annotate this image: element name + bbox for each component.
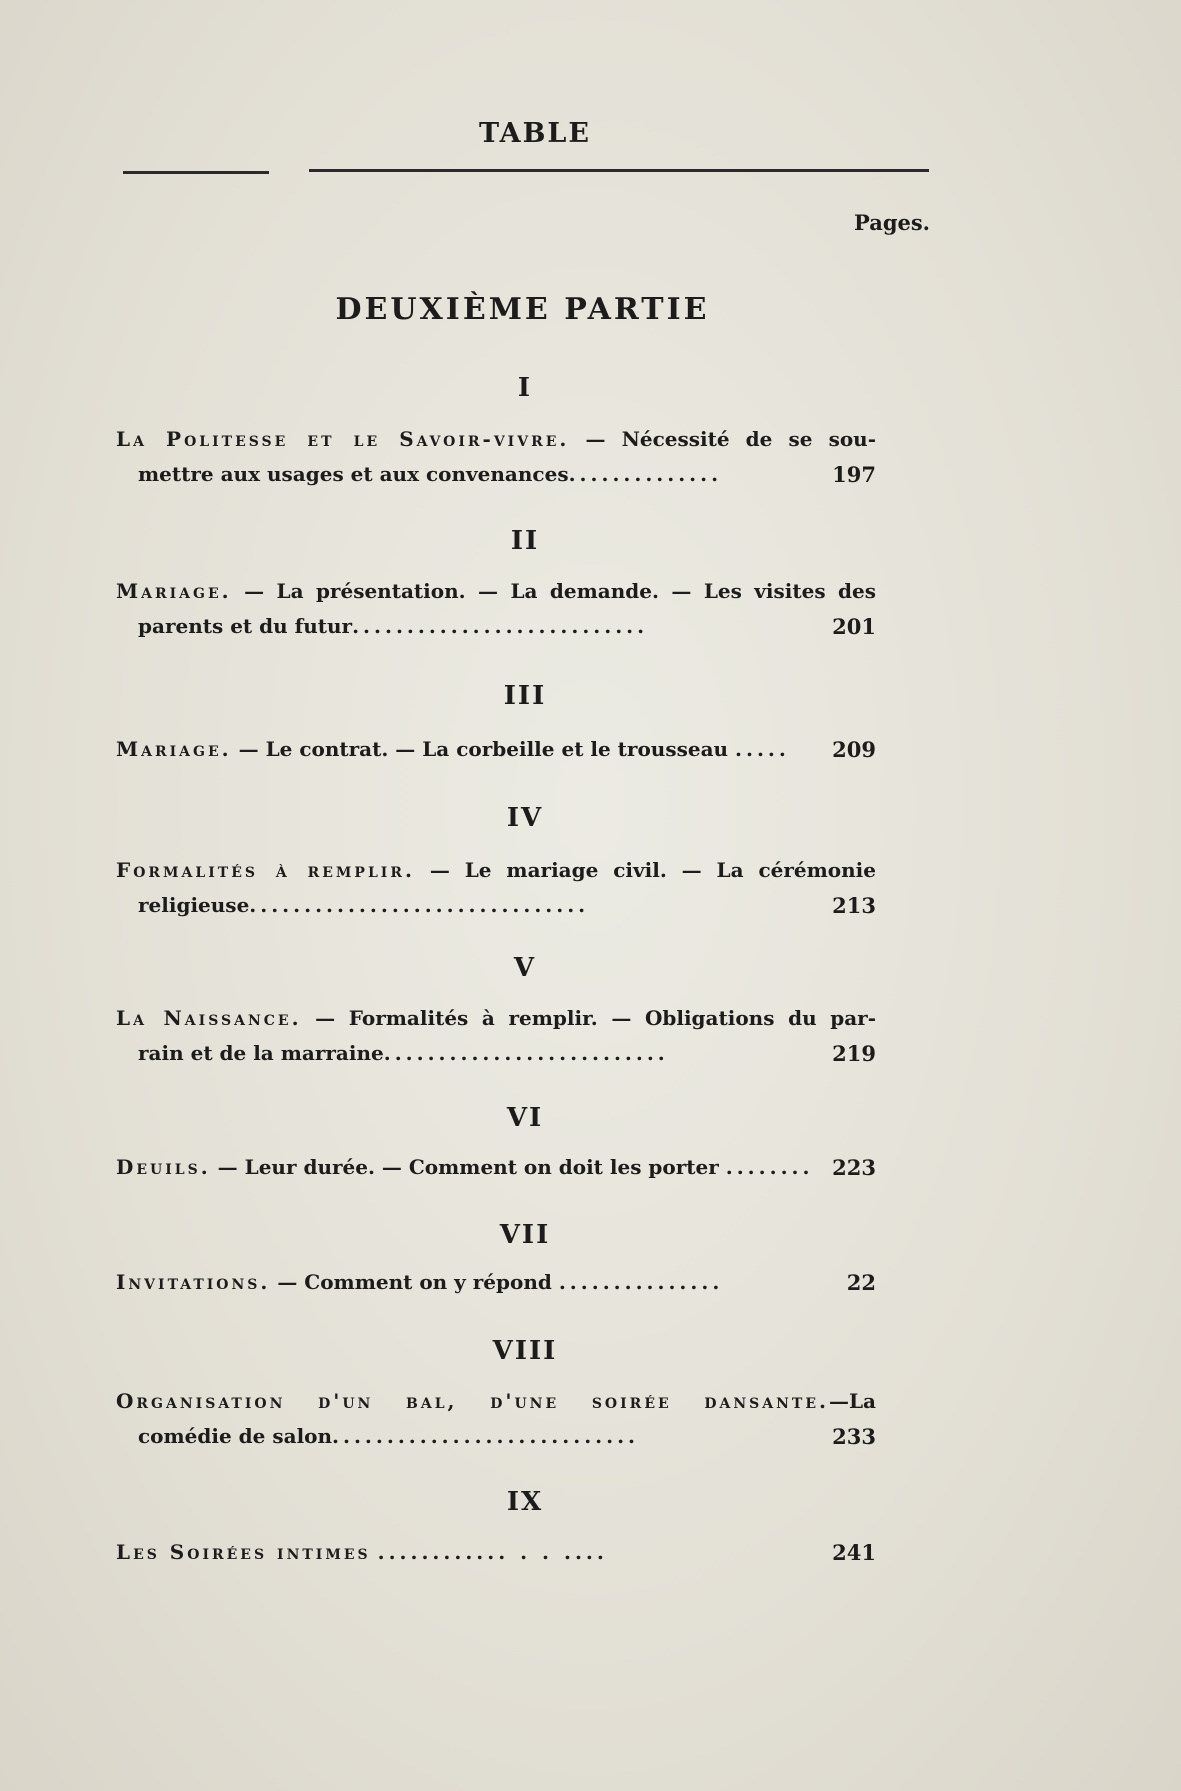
entry-line-2 [116, 888, 876, 923]
page-number: 22 [846, 1270, 876, 1295]
entry-text: — Le contrat. — La corbeille et le trousseau [231, 737, 729, 761]
entry-line-1 [116, 1265, 876, 1300]
entry-text: mettre aux usages et aux convenances [138, 462, 569, 486]
entry-heading: Mariage. [116, 579, 232, 603]
page-number: 219 [832, 1041, 876, 1066]
page-number: 223 [832, 1155, 876, 1180]
page-number: 213 [832, 893, 876, 918]
toc-entry [116, 1150, 876, 1185]
page-title: TABLE [479, 118, 591, 149]
entry-line-1 [116, 1535, 876, 1570]
toc-entry [116, 853, 876, 923]
entry-line-1 [116, 1384, 876, 1419]
chapter-number: III [503, 681, 547, 711]
page-number: 233 [832, 1424, 876, 1449]
leader-dots: ........................... [352, 614, 649, 638]
entry-heading: La Naissance. [116, 1006, 302, 1030]
chapter-number: IX [506, 1487, 544, 1517]
entry-text: parents et du futur [138, 614, 353, 638]
entry-line-1 [116, 1150, 876, 1185]
toc-entry [116, 422, 876, 492]
header-rule-long [309, 169, 929, 172]
entry-heading: Organisation d'un bal, d'une soirée dansante. [116, 1389, 829, 1413]
entry-text: — Formalités à remplir. — Obligations du par- [301, 1006, 876, 1030]
leader-dots: .......................... [383, 1041, 669, 1065]
entry-line-1 [116, 422, 876, 457]
toc-entry [116, 1001, 876, 1071]
page-number: 201 [832, 614, 876, 639]
entry-line-2 [116, 1419, 876, 1454]
entry-line-2 [116, 609, 876, 644]
page-number: 241 [832, 1540, 876, 1565]
entry-line-1 [116, 853, 876, 888]
pages-column-label: Pages. [853, 210, 930, 235]
leader-dots: ............... [558, 1270, 724, 1294]
chapter-number: VI [506, 1103, 544, 1133]
entry-text: — Nécessité de se sou- [569, 427, 876, 451]
entry-text: religieuse [138, 893, 250, 917]
leader-dots: ............................... [249, 893, 590, 917]
entry-text: rain et de la marraine [138, 1041, 384, 1065]
entry-heading: Invitations. [116, 1270, 271, 1294]
toc-entry [116, 732, 876, 767]
leader-dots: ............................ [332, 1424, 640, 1448]
chapter-number: VII [499, 1220, 551, 1250]
toc-entry [116, 1535, 876, 1570]
page-number: 197 [832, 462, 876, 487]
entry-line-1 [116, 574, 876, 609]
leader-dots: ..... [735, 737, 790, 761]
entry-line-2 [116, 457, 876, 492]
page-number: 209 [832, 737, 876, 762]
part-title: DEUXIÈME PARTIE [335, 292, 710, 327]
toc-entry [116, 1384, 876, 1454]
chapter-number: II [510, 526, 540, 556]
entry-heading: La Politesse et le Savoir-vivre. [116, 427, 570, 451]
leader-dots: .............. [568, 462, 723, 486]
entry-text: comédie de salon [138, 1424, 333, 1448]
entry-heading: Formalités à remplir. [116, 858, 415, 882]
toc-entry [116, 574, 876, 644]
entry-heading: Mariage. [116, 737, 232, 761]
entry-line-1 [116, 1001, 876, 1036]
entry-text: —La [828, 1389, 876, 1413]
entry-text: — Le mariage civil. — La cérémonie [414, 858, 876, 882]
entry-line-1 [116, 732, 876, 767]
entry-text: — Leur durée. — Comment on doit les porter [210, 1155, 719, 1179]
leader-dots: ........ [725, 1155, 814, 1179]
entry-heading: Les Soirées intimes [116, 1540, 371, 1564]
entry-heading: Deuils. [116, 1155, 211, 1179]
entry-text: — La présentation. — La demande. — Les visites des [231, 579, 876, 603]
header-rule-short [123, 171, 269, 174]
entry-line-2 [116, 1036, 876, 1071]
chapter-number: IV [506, 803, 544, 833]
chapter-number: V [513, 953, 537, 983]
chapter-number: VIII [492, 1336, 558, 1366]
entry-text: — Comment on y répond [270, 1270, 552, 1294]
toc-entry [116, 1265, 876, 1300]
chapter-number: I [517, 373, 533, 403]
leader-dots: ............ . . .... [377, 1540, 608, 1564]
